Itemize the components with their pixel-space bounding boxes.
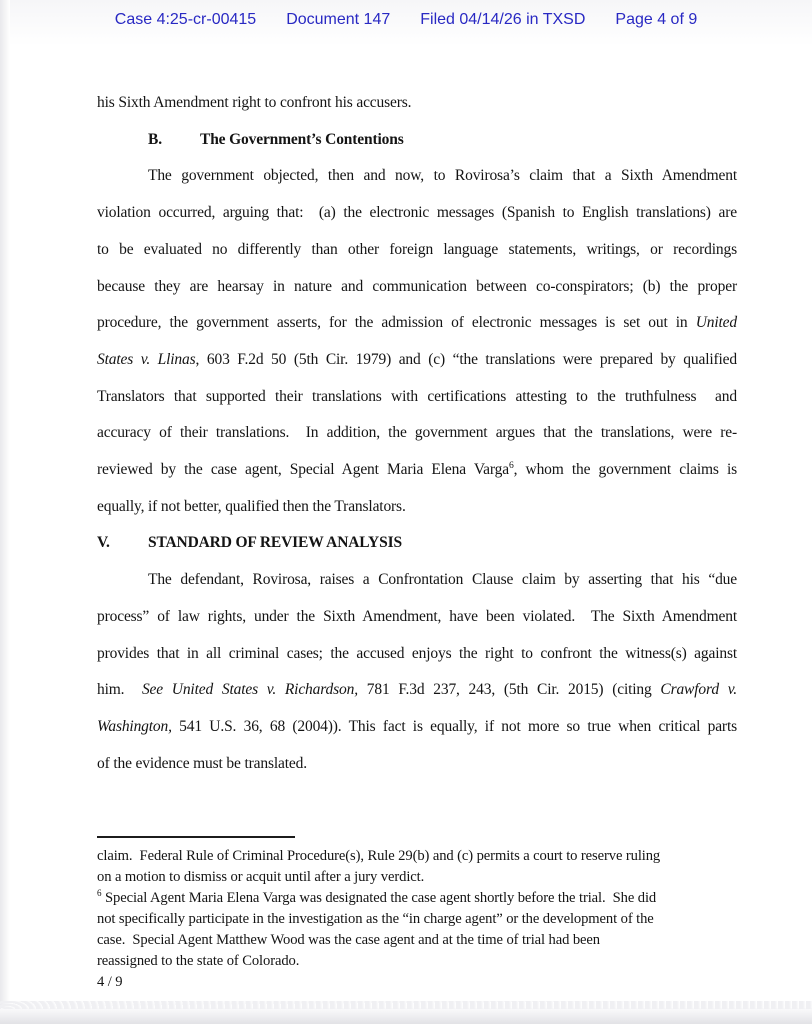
text-segment: Washington,: [97, 717, 172, 735]
text-segment: on a motion to dismiss or acquit until after a jury verdict.: [97, 869, 425, 885]
text-segment: his Sixth Amendment right to confront his accusers.: [97, 94, 412, 111]
text-segment: 6: [97, 888, 102, 899]
footnote-line: [97, 888, 739, 909]
header-filed-date: Filed 04/14/26 in TXSD: [420, 11, 586, 28]
text-line: [97, 415, 737, 452]
section-heading: [97, 525, 737, 562]
text-segment: Crawford v.: [660, 681, 737, 699]
text-line: [97, 85, 737, 122]
scan-edge-left: [0, 0, 10, 1024]
footnote-line: [97, 867, 739, 888]
header-page-indicator: Page 4 of 9: [615, 11, 698, 28]
text-line: [97, 195, 737, 232]
text-segment: 781 F.3d 237, 243, (5th Cir. 2015) (citing: [357, 681, 661, 699]
text-segment: The defendant, Rovirosa, raises a Confrontation Clause claim by asserting that his “due: [148, 571, 737, 589]
text-segment: reviewed by the case agent, Special Agent Maria Elena Varga: [97, 461, 509, 479]
text-segment: process” of law rights, under the Sixth Amendment, have been violated. The Sixth Amendment: [97, 607, 737, 625]
text-segment: 541 U.S. 36, 68 (2004)). This fact is equally, if not more so true when critical parts: [171, 717, 737, 735]
heading-label: V.: [97, 534, 110, 552]
text-line: [97, 342, 737, 379]
footnote-line: [97, 909, 739, 930]
text-segment: him.: [97, 681, 142, 699]
text-segment: equally, if not better, qualified then the Translators.: [97, 497, 406, 515]
text-line: [97, 379, 737, 416]
scan-edge-bottom: [0, 1008, 812, 1024]
footnote-line: [97, 846, 739, 867]
text-segment: claim. Federal Rule of Criminal Procedure(s), Rule 29(b) and (c) permits a court to reserve ruling: [97, 848, 661, 864]
text-line: [97, 489, 737, 526]
text-line: [97, 599, 737, 636]
footnotes: [97, 846, 739, 993]
heading-label: B.: [148, 130, 162, 148]
text-line: [97, 269, 737, 306]
footnote-separator: [97, 836, 295, 838]
text-segment: procedure, the government asserts, for the admission of electronic messages is set out in: [97, 314, 696, 332]
text-segment: provides that in all criminal cases; the accused enjoys the right to confront the witness(s) against: [97, 644, 737, 662]
text-segment: accuracy of their translations. In addition, the government argues that the translations, were re-: [97, 424, 737, 442]
section-heading: [97, 122, 737, 159]
document-body: [97, 85, 737, 782]
header-document-number: Document 147: [286, 11, 391, 28]
text-line: [97, 672, 737, 709]
text-segment: Special Agent Maria Elena Varga was designated the case agent shortly before the trial. She did: [101, 890, 657, 906]
text-segment: STANDARD OF REVIEW ANALYSIS: [148, 534, 402, 552]
text-line: [97, 746, 737, 783]
text-line: [97, 232, 737, 269]
text-segment: United: [695, 314, 737, 332]
text-line: [97, 452, 737, 489]
text-line: [97, 709, 737, 746]
text-segment: to be evaluated no differently than other foreign language statements, writings, or recordings: [97, 240, 737, 258]
footnote-line: [97, 930, 739, 951]
text-segment: 6: [508, 459, 514, 471]
text-segment: The government objected, then and now, to Rovirosa’s claim that a Sixth Amendment: [148, 167, 737, 185]
text-segment: case. Special Agent Matthew Wood was the case agent and at the time of trial had been: [97, 932, 600, 948]
text-segment: See United States v. Richardson,: [141, 681, 358, 699]
document-header: [0, 11, 812, 29]
text-segment: The Government’s Contentions: [200, 130, 404, 148]
text-segment: , 603 F.2d 50 (5th Cir. 1979) and (c) “the translations were prepared by qualified: [195, 350, 738, 368]
text-segment: Translators that supported their translations with certifications attesting to the truthfulness and: [97, 387, 737, 405]
header-case-number: Case 4:25-cr-00415: [114, 11, 257, 28]
text-line: [97, 636, 737, 673]
text-segment: , whom the government claims is: [513, 461, 737, 479]
text-segment: of the evidence must be translated.: [97, 754, 307, 772]
text-segment: reassigned to the state of Colorado.: [97, 953, 300, 969]
text-line: [97, 158, 737, 195]
text-segment: because they are hearsay in nature and communication between co-conspirators; (b) the proper: [97, 277, 737, 295]
text-segment: not specifically participate in the investigation as the “in charge agent” or the development of the: [97, 911, 654, 927]
footnote-line: [97, 951, 739, 972]
text-line: [97, 562, 737, 599]
text-segment: States v. Llinas: [97, 350, 196, 368]
page-number: 4 / 9: [97, 974, 123, 990]
text-segment: violation occurred, arguing that: (a) the electronic messages (Spanish to English translations) are: [97, 204, 737, 222]
text-line: [97, 305, 737, 342]
